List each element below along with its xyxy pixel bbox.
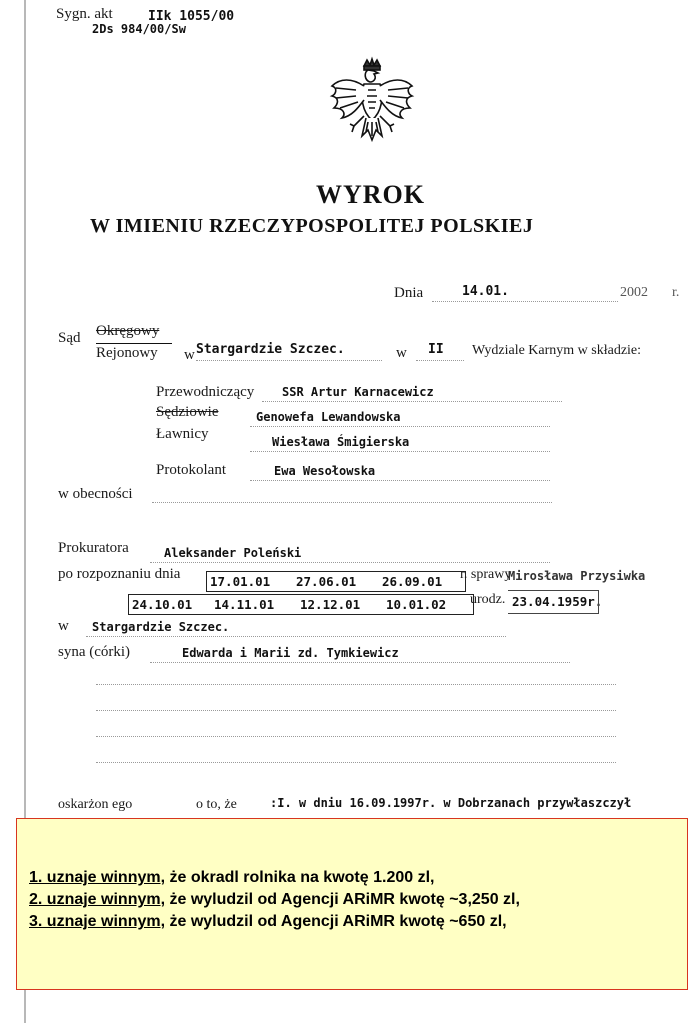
born-city: Stargardzie Szczec.: [92, 620, 230, 634]
parents-dotted: [150, 662, 570, 663]
hearing-date: 26.09.01: [382, 574, 443, 589]
chair-dotted: [262, 401, 562, 402]
document-subtitle: W IMIENIU RZECZYPOSPOLITEJ POLSKIEJ: [90, 215, 534, 237]
blank-dotted-line: [96, 684, 616, 685]
note-item-lead: 3. uznaje winnym,: [29, 913, 166, 930]
court-city: Stargardzie Szczec.: [196, 342, 345, 357]
prosecutor-value: Aleksander Poleński: [164, 546, 302, 560]
polish-eagle-emblem-icon: [328, 56, 416, 152]
court-type-struck: Okręgowy: [96, 323, 160, 339]
defendant-name: Mirosława Przysiwka: [508, 569, 646, 583]
court-label: Sąd: [58, 330, 81, 346]
prosecutor-label: Prokuratora: [58, 540, 129, 556]
court-division: II: [428, 342, 444, 357]
date-value: 14.01.: [462, 284, 509, 299]
court-division-text: Wydziale Karnym w składzie:: [472, 343, 642, 358]
court-w2-label: w: [396, 345, 407, 361]
note-item-text: że wyludzil od Agencji ARiMR kwotę ~3,250 zl,: [165, 891, 520, 908]
blank-dotted-line: [96, 736, 616, 737]
verdict-summary-note: [16, 818, 688, 990]
lay-judge-2: Wiesława Śmigierska: [272, 435, 410, 449]
date-suffix: r.: [672, 285, 680, 300]
date-year: 2002: [620, 285, 648, 300]
charge-label: oskarżon ego: [58, 797, 133, 812]
court-type: Rejonowy: [96, 345, 158, 361]
lay-judge-2-dotted: [250, 451, 550, 452]
judges-label-struck: Sędziowie: [156, 404, 219, 420]
court-w-label: w: [184, 347, 195, 363]
son-label: syna (córki): [58, 644, 131, 660]
hearing-date: 10.01.02: [386, 597, 447, 612]
blank-dotted-line: [96, 710, 616, 711]
presence-label: w obecności: [58, 486, 133, 502]
hearing-date: 14.11.01: [214, 597, 275, 612]
born-box: [508, 590, 599, 614]
court-city-dotted: [196, 360, 382, 361]
hearing-date: 27.06.01: [296, 574, 357, 589]
note-item-text: że wyludzil od Agencji ARiMR kwotę ~650 zl,: [165, 913, 507, 930]
note-item-lead: 2. uznaje winnym,: [29, 891, 166, 908]
parents-value: Edwarda i Marii zd. Tymkiewicz: [182, 646, 399, 660]
born-value: 23.04.1959r.: [512, 594, 603, 609]
lay-judge-1: Genowefa Lewandowska: [256, 410, 401, 424]
hearing-date: 12.12.01: [300, 597, 361, 612]
clerk-value: Ewa Wesołowska: [274, 464, 376, 478]
date-label: Dnia: [394, 285, 424, 301]
born-city-dotted: [86, 636, 506, 637]
document-title: WYROK: [316, 180, 425, 209]
date-dotted-line: [432, 301, 618, 302]
note-item-text: że okradl rolnika na kwotę 1.200 zl,: [165, 869, 435, 886]
chair-value: SSR Artur Karnacewicz: [282, 385, 434, 399]
case-label: r. sprawy: [460, 567, 512, 582]
case-number-label: Sygn. akt: [56, 6, 113, 22]
born-label: urodz.: [470, 592, 506, 607]
lay-judge-1-dotted: [250, 426, 550, 427]
charge-text: :I. w dniu 16.09.1997r. w Dobrzanach przywłaszczył: [270, 796, 632, 810]
prosecutor-dotted: [150, 562, 550, 563]
case-number-secondary: 2Ds 984/00/Sw: [92, 22, 186, 36]
clerk-dotted: [250, 480, 550, 481]
charge-o-to-ze: o to, że: [196, 797, 237, 812]
court-type-divider: [96, 343, 172, 344]
hearing-label: po rozpoznaniu dnia: [58, 566, 181, 582]
note-item-3: [29, 913, 507, 931]
note-item-2: [29, 891, 520, 909]
hearing-date: 17.01.01: [210, 574, 271, 589]
court-division-dotted: [416, 360, 464, 361]
presence-dotted: [152, 502, 552, 503]
blank-dotted-line: [96, 762, 616, 763]
note-item-1: [29, 869, 434, 887]
chair-label: Przewodniczący: [156, 384, 255, 400]
note-item-lead: 1. uznaje winnym,: [29, 869, 166, 886]
hearing-date: 24.10.01: [132, 597, 193, 612]
clerk-label: Protokolant: [156, 462, 226, 478]
case-number-value: IIk 1055/00: [148, 9, 235, 24]
born-city-w-label: w: [58, 618, 69, 634]
lay-judges-label: Ławnicy: [156, 426, 209, 442]
